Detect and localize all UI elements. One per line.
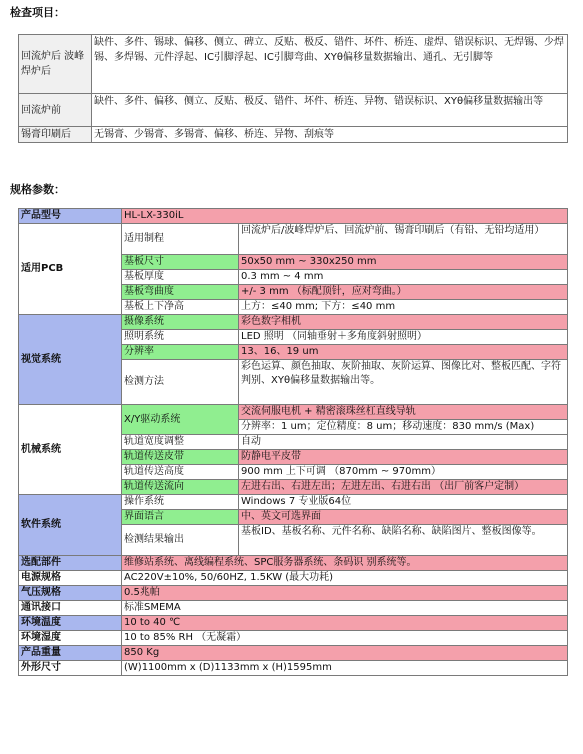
spec-key: 轨道传送高度 — [122, 465, 239, 480]
spec-value: HL-LX-330iL — [122, 209, 568, 224]
spec-value: 彩色运算、颜色抽取、灰阶抽取、灰阶运算、图像比对、整板匹配、字符判别、XYθ偏移量数据输出等。 — [239, 360, 568, 405]
table-row — [19, 495, 568, 510]
spec-value: 自动 — [239, 435, 568, 450]
spec-key: 轨道传送皮带 — [122, 450, 239, 465]
spec-key: 照明系统 — [122, 330, 239, 345]
table-row — [19, 631, 568, 646]
spec-label: 气压规格 — [19, 586, 122, 601]
spec-value: 交流伺服电机 + 精密滚珠丝杠直线导轨 — [239, 405, 568, 420]
spec-value: 10 to 85% RH （无凝霜） — [122, 631, 568, 646]
spec-label: 产品重量 — [19, 646, 122, 661]
spec-value: 分辨率：1 um；定位精度：8 um；移动速度：830 mm/s (Max) — [239, 420, 568, 435]
table-row — [19, 556, 568, 571]
table-row — [19, 94, 568, 127]
inspection-items: 缺件、多件、偏移、侧立、反贴、极反、错件、坏件、桥连、异物、错误标识、XYθ偏移量数据输出等 — [92, 94, 568, 127]
spec-value: 维修站系统、离线编程系统、SPC服务器系统、条码识 别系统等。 — [122, 556, 568, 571]
spec-value: 850 Kg — [122, 646, 568, 661]
table-row — [19, 224, 568, 255]
spec-key: 摄像系统 — [122, 315, 239, 330]
table-row — [19, 127, 568, 143]
spec-key: 轨道传送流向 — [122, 480, 239, 495]
spec-label: 通讯接口 — [19, 601, 122, 616]
spec-category-software: 软件系统 — [19, 495, 122, 556]
inspection-items: 缺件、多件、锡球、偏移、侧立、碑立、反贴、极反、错件、坏件、桥连、虚焊、错误标识、无焊锡、少焊锡、多焊锡、元件浮起、IC引脚浮起、IC引脚弯曲、XYθ偏移量数据输出、通孔、无引脚等 — [92, 35, 568, 94]
spec-value: 50x50 mm ~ 330x250 mm — [239, 255, 568, 270]
spec-value: 彩色数字相机 — [239, 315, 568, 330]
spec-category-mechanical: 机械系统 — [19, 405, 122, 495]
spec-label: 外形尺寸 — [19, 661, 122, 676]
spec-value: +/- 3 mm （标配顶针，应对弯曲。） — [239, 285, 568, 300]
spec-key: 基板尺寸 — [122, 255, 239, 270]
spec-label: 电源规格 — [19, 571, 122, 586]
spec-table — [18, 208, 568, 676]
spec-value: 0.3 mm ~ 4 mm — [239, 270, 568, 285]
spec-label: 产品型号 — [19, 209, 122, 224]
table-row — [19, 405, 568, 420]
table-row — [19, 601, 568, 616]
spec-key: 操作系统 — [122, 495, 239, 510]
table-row — [19, 661, 568, 676]
spec-key: 界面语言 — [122, 510, 239, 525]
spec-value: 中、英文可选界面 — [239, 510, 568, 525]
spec-value: 左进右出、右进左出；左进左出、右进右出 （出厂前客户定制） — [239, 480, 568, 495]
table-row — [19, 616, 568, 631]
spec-value: 防静电平皮带 — [239, 450, 568, 465]
table-row — [19, 586, 568, 601]
table-row — [19, 571, 568, 586]
spec-value: 上方：≤40 mm; 下方：≤40 mm — [239, 300, 568, 315]
inspection-stage-label: 回流炉前 — [19, 94, 92, 127]
spec-value: 13、16、19 um — [239, 345, 568, 360]
spec-value: LED 照明 （同轴垂射＋多角度斜射照明） — [239, 330, 568, 345]
spec-key: X/Y驱动系统 — [122, 405, 239, 435]
spec-key: 分辨率 — [122, 345, 239, 360]
spec-category-pcb: 适用PCB — [19, 224, 122, 315]
inspection-heading: 检查项目： — [10, 6, 65, 19]
spec-key: 基板厚度 — [122, 270, 239, 285]
spec-value: 标准SMEMA — [122, 601, 568, 616]
inspection-stage-label: 锡膏印刷后 — [19, 127, 92, 143]
spec-category-vision: 视觉系统 — [19, 315, 122, 405]
spec-value: 900 mm 上下可调 （870mm ~ 970mm） — [239, 465, 568, 480]
table-row — [19, 315, 568, 330]
inspection-stage-label: 回流炉后 波峰焊炉后 — [19, 35, 92, 94]
spec-value: 基板ID、基板名称、元件名称、缺陷名称、缺陷图片、整板图像等。 — [239, 525, 568, 556]
spec-value: Windows 7 专业版64位 — [239, 495, 568, 510]
spec-key: 基板弯曲度 — [122, 285, 239, 300]
spec-label: 环境湿度 — [19, 631, 122, 646]
spec-value: 10 to 40 ℃ — [122, 616, 568, 631]
spec-key: 检测方法 — [122, 360, 239, 405]
inspection-items: 无锡膏、少锡膏、多锡膏、偏移、桥连、异物、刮痕等 — [92, 127, 568, 143]
spec-label: 环境温度 — [19, 616, 122, 631]
spec-value: 回流炉后/波峰焊炉后、回流炉前、锡膏印刷后（有铅、无铅均适用） — [239, 224, 568, 255]
spec-key: 轨道宽度调整 — [122, 435, 239, 450]
table-row — [19, 646, 568, 661]
table-row — [19, 209, 568, 224]
spec-key: 基板上下净高 — [122, 300, 239, 315]
spec-value: (W)1100mm x (D)1133mm x (H)1595mm — [122, 661, 568, 676]
spec-key: 检测结果输出 — [122, 525, 239, 556]
spec-key: 适用制程 — [122, 224, 239, 255]
spec-value: AC220V±10%, 50/60HZ, 1.5KW (最大功耗) — [122, 571, 568, 586]
inspection-table — [18, 34, 568, 143]
spec-label: 选配部件 — [19, 556, 122, 571]
table-row — [19, 35, 568, 94]
spec-value: 0.5兆帕 — [122, 586, 568, 601]
spec-heading: 规格参数： — [10, 183, 65, 196]
